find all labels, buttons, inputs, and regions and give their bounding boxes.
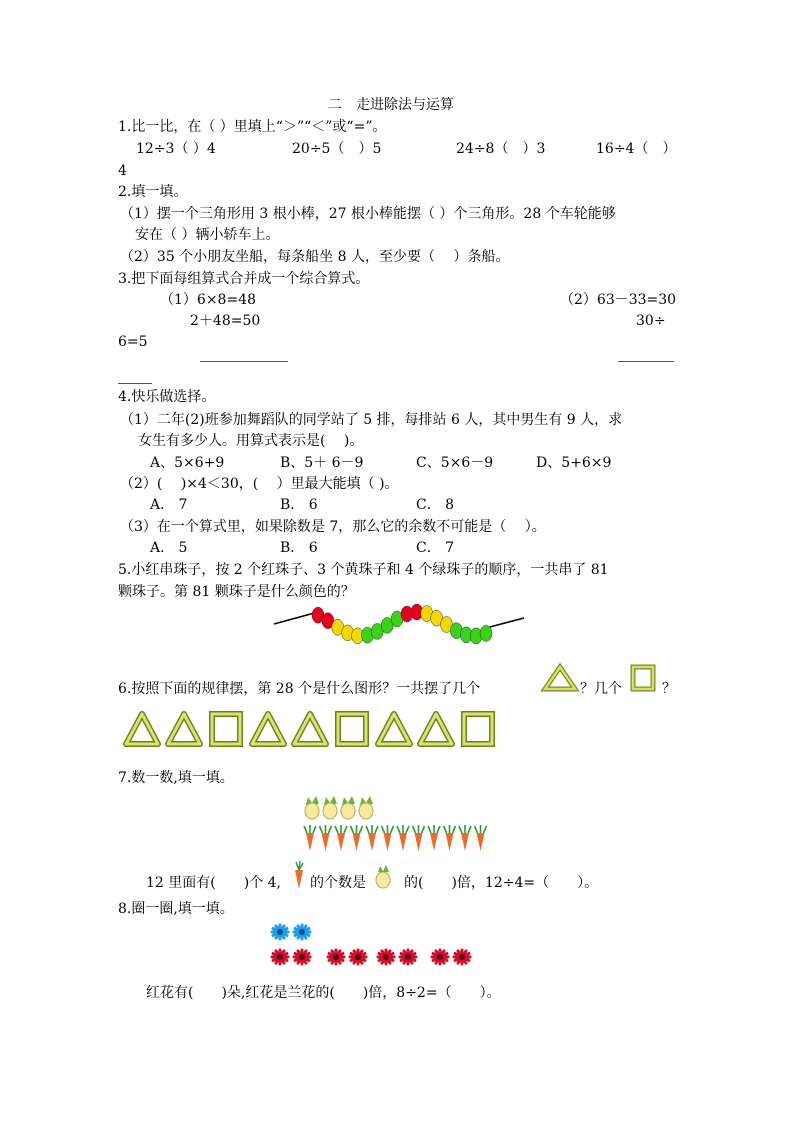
q3-answer-line-1 — [200, 361, 288, 362]
q7-text-a: 12 里面有( )个 4, — [146, 875, 281, 891]
q6-text-a: 6.按照下面的规律摆，第 28 个是什么图形？一共摆了几个 — [118, 681, 481, 697]
bead-string-image — [274, 600, 524, 652]
q3-answer-line-2 — [618, 361, 674, 362]
carrot-icon — [397, 825, 409, 851]
carrot-icon — [475, 825, 487, 851]
cabbage-icon — [374, 864, 394, 890]
red-flower-icon — [378, 950, 394, 964]
q4-part1-option-b: B、5＋ 6－9 — [280, 455, 364, 471]
square-icon — [630, 664, 656, 692]
flowers-image — [268, 921, 478, 971]
q4-part2: （2）( )×4＜30，( ）里最大能填（ )。 — [120, 476, 399, 492]
q4-heading: 4.快乐做选择。 — [118, 389, 216, 405]
q2-part1-line1: （1）摆一个三角形用 3 根小棒，27 根小棒能摆（ ）个三角形。28 个车轮能够 — [120, 206, 616, 222]
q7-heading: 7.数一数,填一填。 — [118, 770, 234, 786]
carrot-icon — [444, 825, 456, 851]
carrot-icon — [366, 825, 378, 851]
square-shape — [212, 714, 240, 744]
q4-part3-option-a: A． 5 — [150, 540, 188, 556]
q3-group1-line2: 2＋48=50 — [190, 313, 261, 329]
triangle-shape — [126, 714, 158, 744]
cabbage-icon — [359, 796, 373, 819]
carrot-icon — [335, 825, 347, 851]
cabbage-icon — [323, 796, 337, 819]
red-flower-icon — [454, 950, 470, 964]
q4-part3: （3）在一个算式里，如果除数是 7，那么它的余数不可能是（ ）。 — [120, 519, 546, 535]
q4-part2-option-b: B． 6 — [280, 497, 318, 513]
q8-text: 红花有( )朵,红花是兰花的( )倍，8÷2=（ ）。 — [146, 985, 501, 1001]
triangle-shape — [378, 714, 410, 744]
q4-part1-option-a: A、5×6+9 — [150, 455, 225, 471]
q4-part1-option-d: D、5+6×9 — [536, 455, 612, 471]
red-flower-icon — [272, 950, 288, 964]
q1-item-4: 16÷4（ ） — [596, 141, 677, 157]
carrot-icon — [413, 825, 425, 851]
red-flower-icon — [432, 950, 448, 964]
page-title: 二 走进除法与运算 — [328, 97, 454, 113]
blue-flower-icon — [272, 925, 288, 939]
q4-part2-option-a: A． 7 — [150, 497, 188, 513]
cabbage-icon — [305, 796, 319, 819]
q3-answer-line-3 — [118, 383, 152, 384]
square-shape — [338, 714, 366, 744]
shape-sequence-image — [124, 710, 504, 752]
q1-heading: 1.比一比，在（ ）里填上“＞”“＜”或“=”。 — [118, 119, 387, 135]
q6-text-b: ？几个 — [580, 681, 622, 697]
carrot-icon — [320, 825, 332, 851]
carrot-icon — [351, 825, 363, 851]
q1-wrap: 4 — [118, 163, 127, 179]
triangle-shape — [420, 714, 452, 744]
carrot-icon — [292, 860, 306, 890]
q1-item-3: 24÷8（ ）3 — [456, 141, 546, 157]
q4-part1-option-c: C、5×6－9 — [416, 455, 494, 471]
red-flower-icon — [400, 950, 416, 964]
carrot-icon — [428, 825, 440, 851]
q4-part2-option-c: C． 8 — [416, 497, 455, 513]
blue-flower-icon — [294, 925, 310, 939]
q5-line2: 颗珠子。第 81 颗珠子是什么颜色的？ — [118, 584, 355, 600]
q8-heading: 8.圈一圈,填一填。 — [118, 901, 234, 917]
q5-line1: 5.小红串珠子，按 2 个红珠子、3 个黄珠子和 4 个绿珠子的顺序，一共串了 81 — [118, 562, 609, 578]
triangle-shape — [168, 714, 200, 744]
q2-heading: 2.填一填。 — [118, 184, 188, 200]
q1-item-2: 20÷5（ ）5 — [292, 141, 382, 157]
red-flower-icon — [328, 950, 344, 964]
vegetables-image — [304, 795, 494, 853]
q6-text-c: ？ — [662, 681, 676, 697]
bead-green — [480, 625, 492, 641]
q4-part3-option-b: B． 6 — [280, 540, 318, 556]
q2-part1-line2: 安在（ ）辆小轿车上。 — [135, 227, 280, 243]
q7-text-c: 的( )倍，12÷4=（ ）。 — [404, 875, 599, 891]
triangle-shape — [294, 714, 326, 744]
q3-group2-line1: （2）63－33=30 — [560, 292, 677, 308]
q3-group2-line3: 6=5 — [118, 334, 148, 350]
red-flower-icon — [350, 950, 366, 964]
cabbage-icon — [341, 796, 355, 819]
q7-text-b: 的个数是 — [310, 875, 366, 891]
carrot-icon — [304, 825, 316, 851]
square-shape — [464, 714, 492, 744]
q4-part3-option-c: C． 7 — [416, 540, 455, 556]
q3-group2-line2: 30÷ — [636, 313, 666, 329]
carrot-icon — [459, 825, 471, 851]
q3-group1-line1: （1）6×8=48 — [160, 292, 256, 308]
q4-part1-line2: 女生有多少人。用算式表示是( )。 — [138, 433, 364, 449]
triangle-icon — [542, 664, 578, 692]
red-flower-icon — [294, 950, 310, 964]
triangle-shape — [252, 714, 284, 744]
carrot-icon — [382, 825, 394, 851]
q4-part1-line1: （1）二年(2)班参加舞蹈队的同学站了 5 排，每排站 6 人，其中男生有 9 人，求 — [120, 412, 623, 428]
q2-part2: （2）35 个小朋友坐船，每条船坐 8 人，至少要（ ）条船。 — [120, 249, 510, 265]
q3-heading: 3.把下面每组算式合并成一个综合算式。 — [118, 271, 370, 287]
q1-item-1: 12÷3（ ）4 — [136, 141, 216, 157]
